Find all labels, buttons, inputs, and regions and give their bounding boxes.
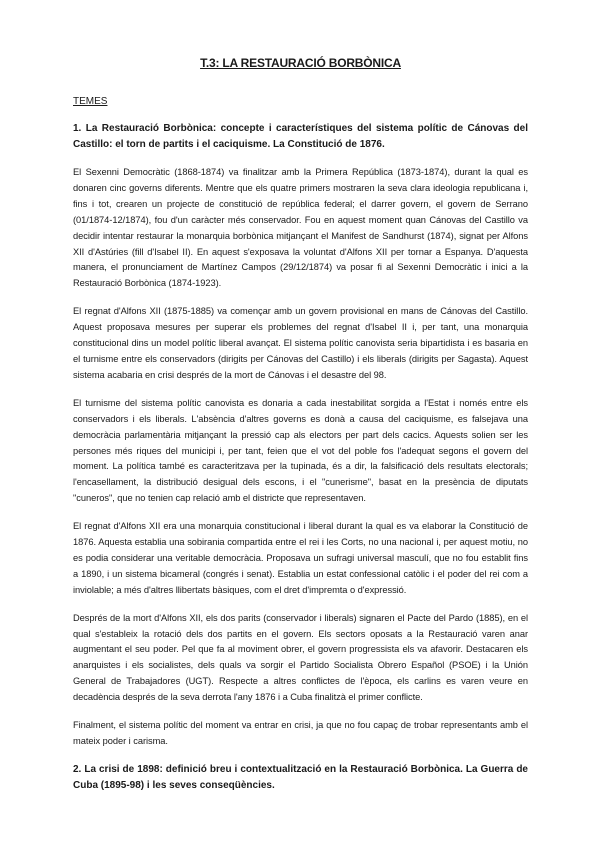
temes-label: TEMES: [73, 96, 108, 107]
section-2: [73, 762, 528, 794]
paragraph: El regnat d'Alfons XII (1875-1885) va començar amb un govern provisional en mans de Cánovas del Castillo. Aquest proposava mesures per superar els problemes del regnat d'Isabel II i, per tant, una monarquia constitucional dins un model polític liberal avançat. El sistema polític canovista seria bipartidista i es basaria en el turnisme entre els conservadors (dirigits per Cánovas del Castillo) i els liberals (dirigits per Sagasta). Aquest sistema acabaria en crisi després de la mort de Cánovas i el desastre del 98.: [73, 306, 528, 380]
document-page: [73, 56, 528, 806]
paragraph: El Sexenni Democràtic (1868-1874) va finalitzar amb la Primera República (1873-1874), durant la qual es donaren cinc governs diferents. Mentre que els quatre primers mostraren la seva clara ideologia republicana i, fins i tot, crearen un projecte de constitució de república federal; el darrer govern, el govern de Serrano (01/1874-12/1874), fou d'un caràcter més conservador. Fou en aquest moment quan Cánovas del Castillo va decidir intentar restaurar la monarquia borbònica mitjançant el Manifest de Sandhurst (1874), signat per Alfons XII d'Astúries (fill d'Isabel II). En aquest s'exposava la voluntat d'Alfons XII per tornar a Espanya. D'aquesta manera, el pronunciament de Martínez Campos (29/12/1874) va posar fi al Sexenni Democràtic i inici a la Restauració Borbònica (1874-1923).: [73, 167, 528, 289]
document-title: T.3: LA RESTAURACIÓ BORBÒNICA: [200, 56, 401, 70]
paragraph: Després de la mort d'Alfons XII, els dos parits (conservador i liberals) signaren el Pacte del Pardo (1885), en el qual s'estableix la rotació dels dos partits en el govern. Els sectors oposats a la Restauració varen anar augmentant el seu poder. Pel que fa al moviment obrer, el govern progressista els va afavorir. Destacaren els anarquistes i els socialistes, dels quals va sorgir el Partido Socialista Obrero Español (PSOE) i la Unión General de Trabajadores (UGT). Respecte a altres conflictes de l'època, els carlins es varen veure en decadència després de la seva derrota l'any 1876 i a Cuba finalitzà el primer conflicte.: [73, 612, 528, 703]
paragraph: Finalment, el sistema polític del moment va entrar en crisi, ja que no fou capaç de trobar representants amb el mateix poder i carisma.: [73, 720, 528, 746]
paragraph: El regnat d'Alfons XII era una monarquia constitucional i liberal durant la qual es va elaborar la Constitució de 1876. Aquesta establia una sobirania compartida entre el rei i les Corts, no una nacional i, per aquest motiu, no es podia considerar una veritable democràcia. Proposava un sufragi universal masculí, que no fou establit fins a 1890, i un sistema bicameral (congrés i senat). Establia un estat confessional catòlic i el poder del rei com a inviolable; a més d'altres llibertats bàsiques, com el dret d'impremta o d'expressió.: [73, 521, 528, 595]
section-1: [73, 121, 528, 750]
section-heading: 1. La Restauració Borbònica: concepte i característiques del sistema polític de Cánovas del Castillo: el torn de partits i el caciquisme. La Constitució de 1876.: [73, 123, 528, 150]
section-heading: 2. La crisi de 1898: definició breu i contextualització en la Restauració Borbònica. La Guerra de Cuba (1895-98) i les seves conseqüències.: [73, 763, 528, 791]
paragraph: El turnisme del sistema polític canovista es donaria a cada inestabilitat sorgida a l'Estat i només entre els conservadors i els liberals. L'absència d'altres governs es donà a causa del caciquisme, es falsejava una democràcia parlamentària mitjançant la pressió cap als electors per part dels cacics. Aquests solien ser les persones més riques del municipi i, per tant, feien que el vot del poble fos l'adequat segons el govern del moment. La política també es caracteritzava per la tupinada, és a dir, la falsificació dels resultats electorals; l'encasellament, la distribució desigual dels escons, i el "cunerisme", basat en la presència de diputats "cuneros", que no tenien cap relació amb el districte que representaven.: [73, 397, 528, 504]
